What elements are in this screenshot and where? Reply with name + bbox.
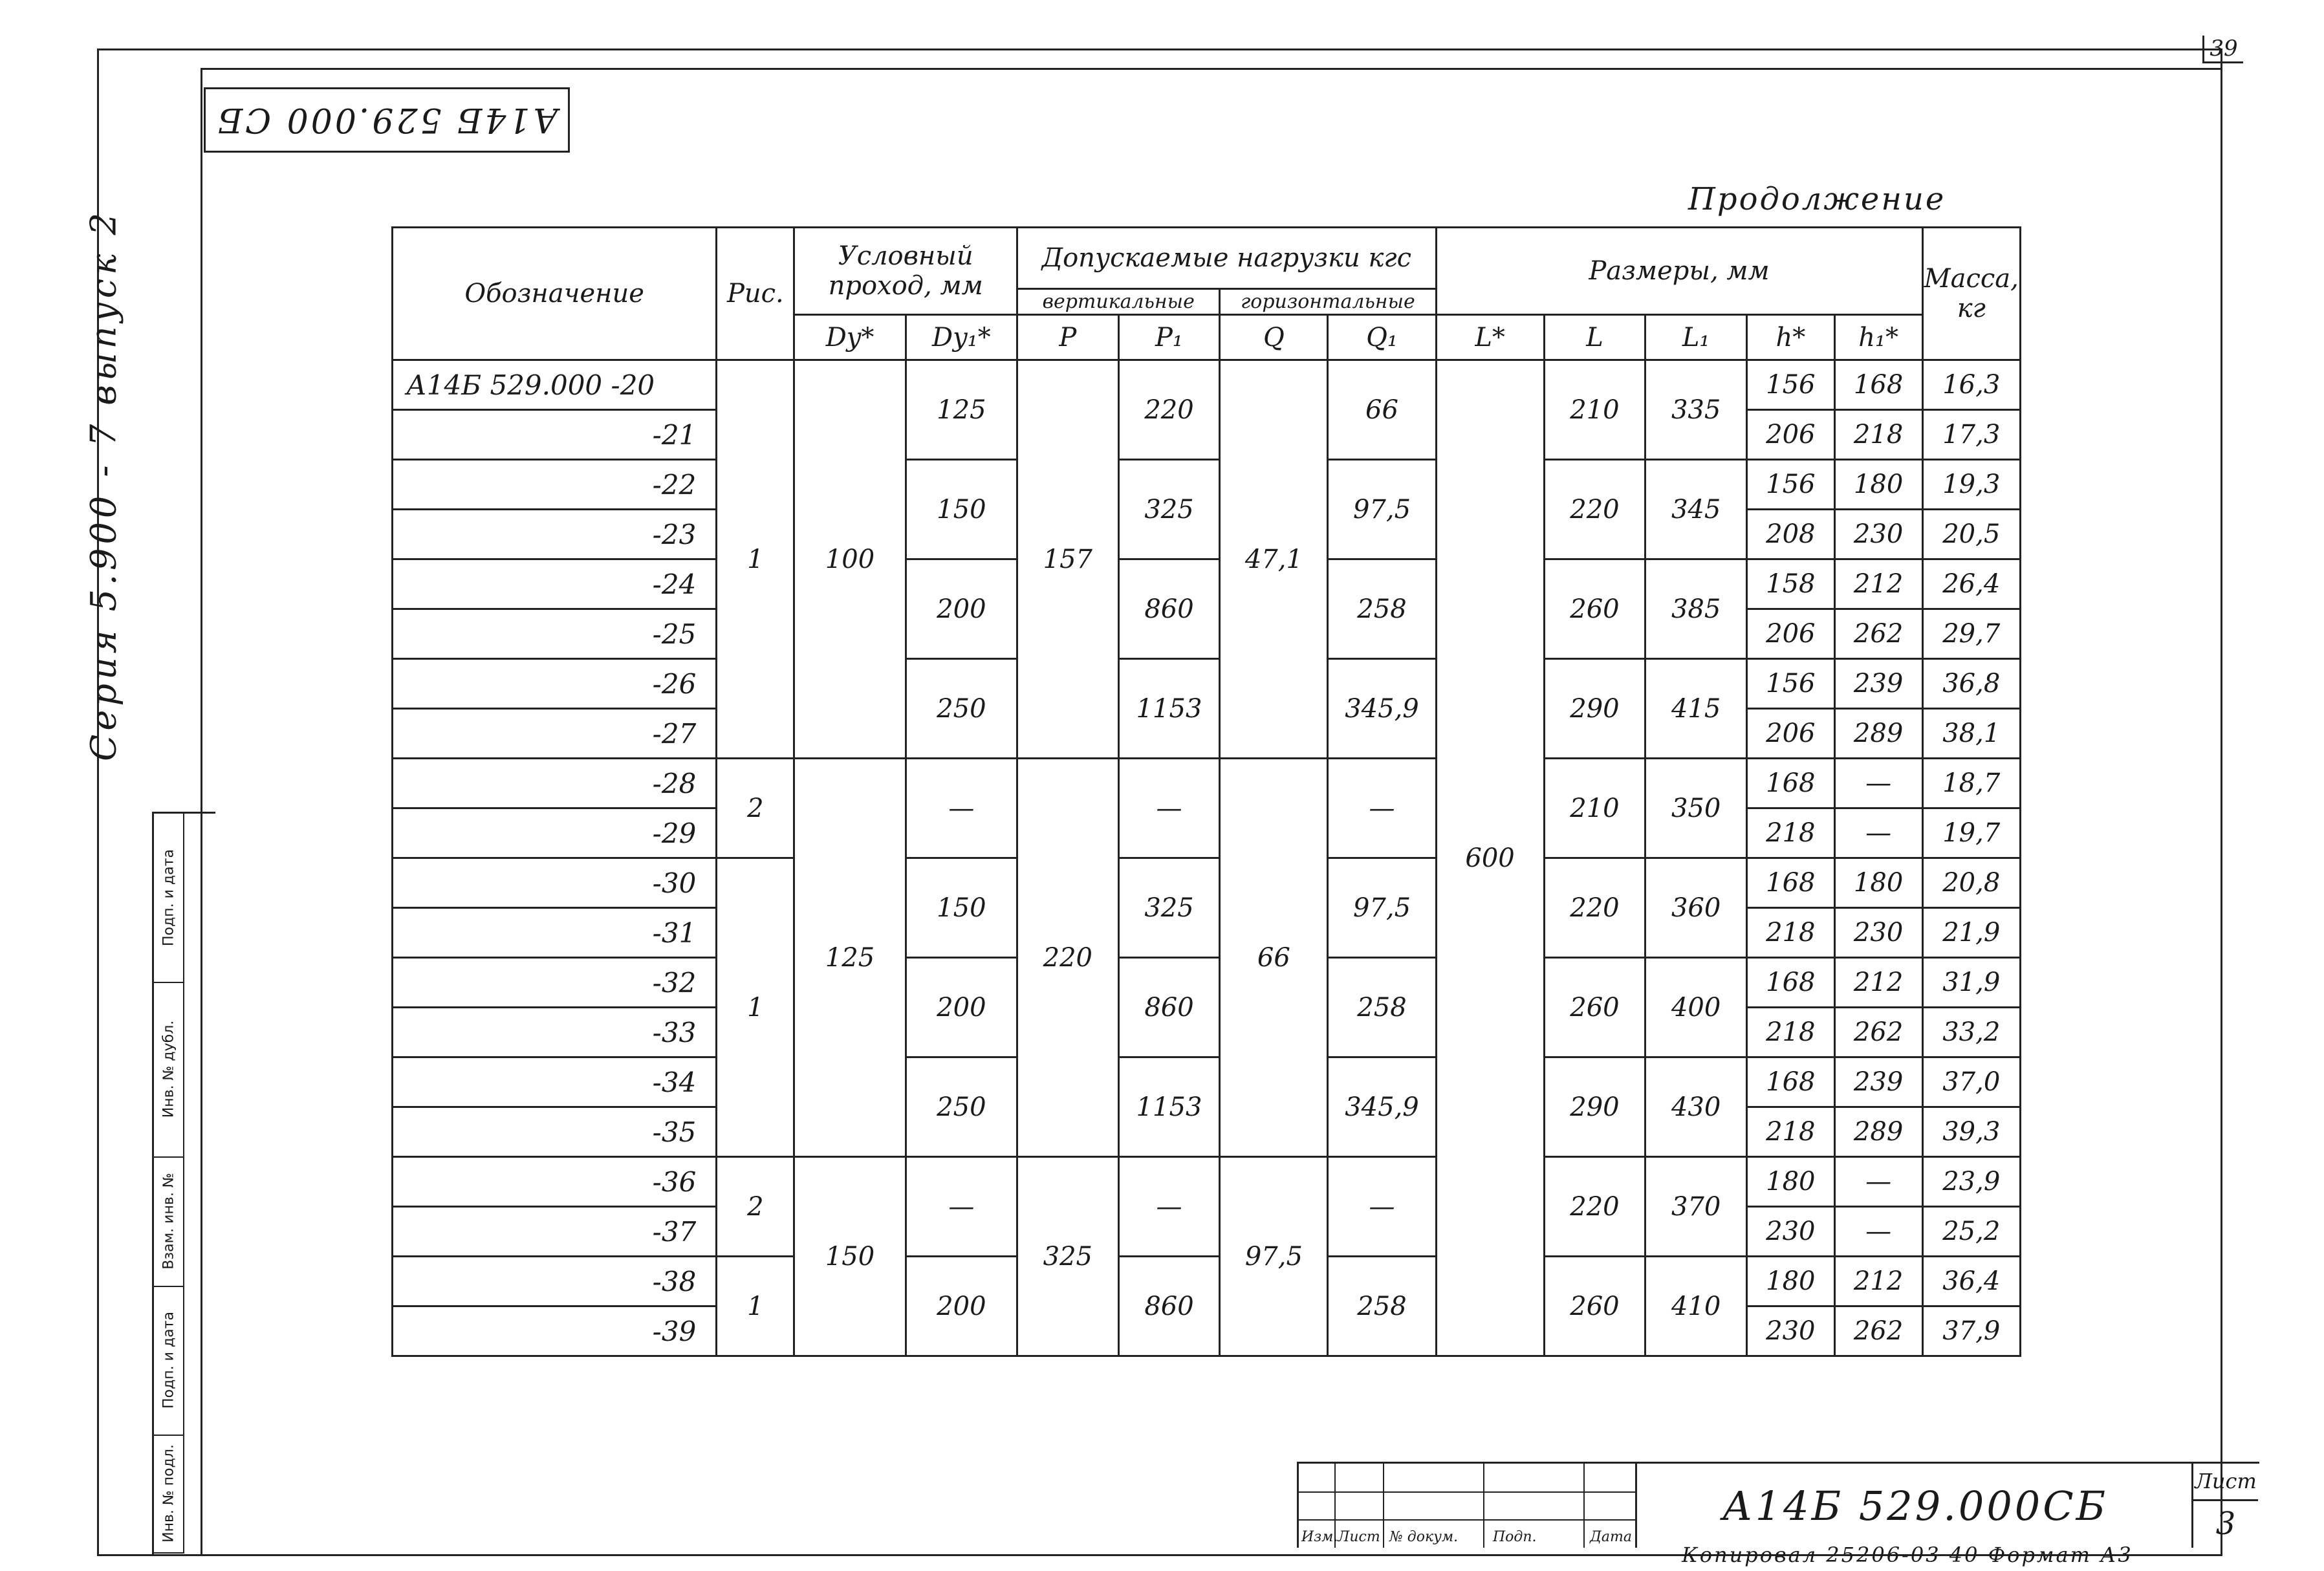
h1-cell: 218	[1834, 410, 1922, 460]
stamp-text: А14Б 529.000 СБ	[215, 100, 558, 140]
header-q1: Q₁	[1328, 315, 1436, 360]
h-cell: 168	[1746, 759, 1834, 808]
header-l1: L₁	[1645, 315, 1747, 360]
table-row	[393, 759, 2021, 808]
p-cell: 157	[1017, 360, 1119, 759]
designation-cell: -24	[393, 559, 717, 609]
header-dy: Dy*	[794, 315, 906, 360]
mass-cell: 31,9	[1922, 958, 2021, 1008]
h-cell: 168	[1746, 958, 1834, 1008]
header-l: L	[1544, 315, 1645, 360]
p1-cell: 325	[1118, 460, 1220, 559]
mass-cell: 23,9	[1922, 1157, 2021, 1207]
title-block	[1297, 1462, 2259, 1548]
header-mass: Масса, кг	[1922, 228, 2021, 360]
header-h1-star: h₁*	[1834, 315, 1922, 360]
mass-cell: 33,2	[1922, 1008, 2021, 1057]
mass-cell: 18,7	[1922, 759, 2021, 808]
side-strip-cell: Инв. № дубл.	[160, 1020, 177, 1118]
designation-cell: -32	[393, 958, 717, 1008]
revision-label: Лист	[1338, 1529, 1380, 1545]
header-nominal-bore: Условный проход, мм	[794, 228, 1017, 315]
h1-cell: 168	[1834, 360, 1922, 410]
q1-cell: 258	[1328, 559, 1436, 659]
dy1-cell: 200	[906, 559, 1017, 659]
h1-cell: 180	[1834, 858, 1922, 908]
header-sizes: Размеры, мм	[1436, 228, 1922, 315]
series-label	[78, 194, 129, 776]
h-cell: 218	[1746, 1008, 1834, 1057]
mass-cell: 16,3	[1922, 360, 2021, 410]
l1-cell: 385	[1645, 559, 1747, 659]
l-cell: 220	[1544, 460, 1645, 559]
h1-cell: 212	[1834, 559, 1922, 609]
stamp-box	[204, 87, 570, 153]
h-cell: 206	[1746, 410, 1834, 460]
q1-cell: —	[1328, 759, 1436, 858]
l1-cell: 370	[1645, 1157, 1747, 1257]
mass-cell: 17,3	[1922, 410, 2021, 460]
mass-cell: 19,7	[1922, 808, 2021, 858]
table-row	[393, 1257, 2021, 1306]
q1-cell: 345,9	[1328, 659, 1436, 759]
mass-cell: 20,8	[1922, 858, 2021, 908]
h1-cell: 212	[1834, 958, 1922, 1008]
fig-cell: 1	[717, 360, 794, 759]
side-strip-cell: Инв. № подл.	[160, 1444, 177, 1543]
mass-cell: 37,9	[1922, 1306, 2021, 1356]
h1-cell: —	[1834, 759, 1922, 808]
h1-cell: 262	[1834, 609, 1922, 659]
header-h-star: h*	[1746, 315, 1834, 360]
mass-cell: 29,7	[1922, 609, 2021, 659]
sheet-number: 3	[2215, 1506, 2236, 1542]
table-row	[393, 1157, 2021, 1207]
h-cell: 180	[1746, 1157, 1834, 1207]
designation-cell: -34	[393, 1057, 717, 1107]
side-strip-cell: Взам. инв. №	[160, 1173, 177, 1270]
dy-cell: 125	[794, 759, 906, 1157]
l-cell: 220	[1544, 858, 1645, 958]
table-row	[393, 858, 2021, 908]
side-strip-cell: Подп. и дата	[160, 849, 177, 946]
l1-cell: 350	[1645, 759, 1747, 858]
sheet-label: Лист	[2193, 1464, 2258, 1501]
h-cell: 156	[1746, 360, 1834, 410]
designation-cell: -38	[393, 1257, 717, 1306]
mass-cell: 26,4	[1922, 559, 2021, 609]
h-cell: 156	[1746, 659, 1834, 709]
h1-cell: 230	[1834, 510, 1922, 559]
l1-cell: 415	[1645, 659, 1747, 759]
q1-cell: 97,5	[1328, 858, 1436, 958]
l-cell: 260	[1544, 1257, 1645, 1356]
l-star-cell: 600	[1436, 360, 1544, 1356]
h1-cell: —	[1834, 1207, 1922, 1257]
designation-cell: -28	[393, 759, 717, 808]
continuation-label: Продолжение	[1688, 181, 1946, 217]
p1-cell: 860	[1118, 559, 1220, 659]
designation-cell: -30	[393, 858, 717, 908]
h1-cell: —	[1834, 1157, 1922, 1207]
q-cell: 97,5	[1220, 1157, 1328, 1356]
p1-cell: —	[1118, 759, 1220, 858]
revision-label: Подп.	[1493, 1529, 1537, 1545]
page-number: 39	[2202, 36, 2243, 63]
dy1-cell: 150	[906, 460, 1017, 559]
q1-cell: —	[1328, 1157, 1436, 1257]
h1-cell: 262	[1834, 1008, 1922, 1057]
fig-cell: 2	[717, 1157, 794, 1257]
side-strip-cell: Подп. и дата	[160, 1312, 177, 1409]
p1-cell: 325	[1118, 858, 1220, 958]
series-label-text: Серия 5.900 - 7 выпуск 2	[83, 209, 124, 761]
mass-cell: 38,1	[1922, 709, 2021, 759]
p-cell: 325	[1017, 1157, 1119, 1356]
q1-cell: 66	[1328, 360, 1436, 460]
h-cell: 206	[1746, 709, 1834, 759]
h1-cell: 230	[1834, 908, 1922, 958]
header-p1: P₁	[1118, 315, 1220, 360]
designation-cell: -23	[393, 510, 717, 559]
h-cell: 230	[1746, 1207, 1834, 1257]
l1-cell: 345	[1645, 460, 1747, 559]
p1-cell: —	[1118, 1157, 1220, 1257]
dy1-cell: 200	[906, 1257, 1017, 1356]
dy1-cell: 125	[906, 360, 1017, 460]
revision-label: Дата	[1590, 1529, 1632, 1545]
h1-cell: 239	[1834, 659, 1922, 709]
h-cell: 206	[1746, 609, 1834, 659]
designation-cell: -35	[393, 1107, 717, 1157]
header-p: P	[1017, 315, 1119, 360]
q1-cell: 345,9	[1328, 1057, 1436, 1157]
h-cell: 180	[1746, 1257, 1834, 1306]
designation-cell: -27	[393, 709, 717, 759]
l-cell: 290	[1544, 1057, 1645, 1157]
mass-cell: 19,3	[1922, 460, 2021, 510]
header-designation: Обозначение	[393, 228, 717, 360]
q1-cell: 97,5	[1328, 460, 1436, 559]
dy-cell: 150	[794, 1157, 906, 1356]
table-row	[393, 1057, 2021, 1107]
designation-cell: -31	[393, 908, 717, 958]
p-cell: 220	[1017, 759, 1119, 1157]
header-dy1: Dy₁*	[906, 315, 1017, 360]
table-row	[393, 460, 2021, 510]
l-cell: 210	[1544, 759, 1645, 858]
h1-cell: —	[1834, 808, 1922, 858]
copy-format-line: Копировал 25206-03 40 Формат А3	[1682, 1543, 2133, 1567]
fig-cell: 1	[717, 1257, 794, 1356]
h1-cell: 212	[1834, 1257, 1922, 1306]
h-cell: 168	[1746, 858, 1834, 908]
h1-cell: 262	[1834, 1306, 1922, 1356]
mass-cell: 20,5	[1922, 510, 2021, 559]
h-cell: 218	[1746, 908, 1834, 958]
header-vertical: вертикальные	[1017, 289, 1220, 315]
fig-cell: 1	[717, 858, 794, 1157]
p1-cell: 1153	[1118, 659, 1220, 759]
h-cell: 218	[1746, 1107, 1834, 1157]
h-cell: 230	[1746, 1306, 1834, 1356]
header-horizontal: горизонтальные	[1220, 289, 1436, 315]
p1-cell: 860	[1118, 958, 1220, 1057]
p1-cell: 1153	[1118, 1057, 1220, 1157]
h-cell: 156	[1746, 460, 1834, 510]
side-strip	[152, 812, 215, 1556]
dy1-cell: 250	[906, 1057, 1017, 1157]
l-cell: 290	[1544, 659, 1645, 759]
l1-cell: 410	[1645, 1257, 1747, 1356]
designation-cell: -39	[393, 1306, 717, 1356]
designation-cell: -36	[393, 1157, 717, 1207]
revision-label: Изм.	[1301, 1529, 1338, 1545]
q-cell: 66	[1220, 759, 1328, 1157]
dy1-cell: —	[906, 759, 1017, 858]
h1-cell: 289	[1834, 1107, 1922, 1157]
designation-cell: -29	[393, 808, 717, 858]
designation-cell: -33	[393, 1008, 717, 1057]
table-row	[393, 659, 2021, 709]
h-cell: 158	[1746, 559, 1834, 609]
sheet-box	[2191, 1464, 2258, 1548]
l1-cell: 360	[1645, 858, 1747, 958]
designation-cell: -21	[393, 410, 717, 460]
l-cell: 210	[1544, 360, 1645, 460]
h1-cell: 180	[1834, 460, 1922, 510]
dy-cell: 100	[794, 360, 906, 759]
mass-cell: 21,9	[1922, 908, 2021, 958]
spec-table	[391, 226, 2021, 1357]
designation-cell: -22	[393, 460, 717, 510]
p1-cell: 860	[1118, 1257, 1220, 1356]
q-cell: 47,1	[1220, 360, 1328, 759]
h-cell: 168	[1746, 1057, 1834, 1107]
h1-cell: 239	[1834, 1057, 1922, 1107]
h1-cell: 289	[1834, 709, 1922, 759]
header-q: Q	[1220, 315, 1328, 360]
dy1-cell: 200	[906, 958, 1017, 1057]
l-cell: 260	[1544, 958, 1645, 1057]
designation-cell: -37	[393, 1207, 717, 1257]
l-cell: 260	[1544, 559, 1645, 659]
fig-cell: 2	[717, 759, 794, 858]
table-row	[393, 958, 2021, 1008]
table-row	[393, 559, 2021, 609]
dy1-cell: 250	[906, 659, 1017, 759]
q1-cell: 258	[1328, 1257, 1436, 1356]
l1-cell: 335	[1645, 360, 1747, 460]
mass-cell: 25,2	[1922, 1207, 2021, 1257]
mass-cell: 36,4	[1922, 1257, 2021, 1306]
designation-cell: А14Б 529.000 -20	[393, 360, 717, 410]
mass-cell: 39,3	[1922, 1107, 2021, 1157]
l1-cell: 400	[1645, 958, 1747, 1057]
header-l-star: L*	[1436, 315, 1544, 360]
document-code: А14Б 529.000СБ	[1635, 1464, 2193, 1548]
table-row	[393, 360, 2021, 410]
header-fig: Рис.	[717, 228, 794, 360]
mass-cell: 36,8	[1922, 659, 2021, 709]
designation-cell: -26	[393, 659, 717, 709]
p1-cell: 220	[1118, 360, 1220, 460]
mass-cell: 37,0	[1922, 1057, 2021, 1107]
dy1-cell: 150	[906, 858, 1017, 958]
h-cell: 208	[1746, 510, 1834, 559]
q1-cell: 258	[1328, 958, 1436, 1057]
h-cell: 218	[1746, 808, 1834, 858]
l1-cell: 430	[1645, 1057, 1747, 1157]
revision-label: № докум.	[1389, 1529, 1459, 1545]
designation-cell: -25	[393, 609, 717, 659]
revision-grid	[1299, 1464, 1635, 1548]
l-cell: 220	[1544, 1157, 1645, 1257]
dy1-cell: —	[906, 1157, 1017, 1257]
header-loads: Допускаемые нагрузки кгс	[1017, 228, 1437, 289]
